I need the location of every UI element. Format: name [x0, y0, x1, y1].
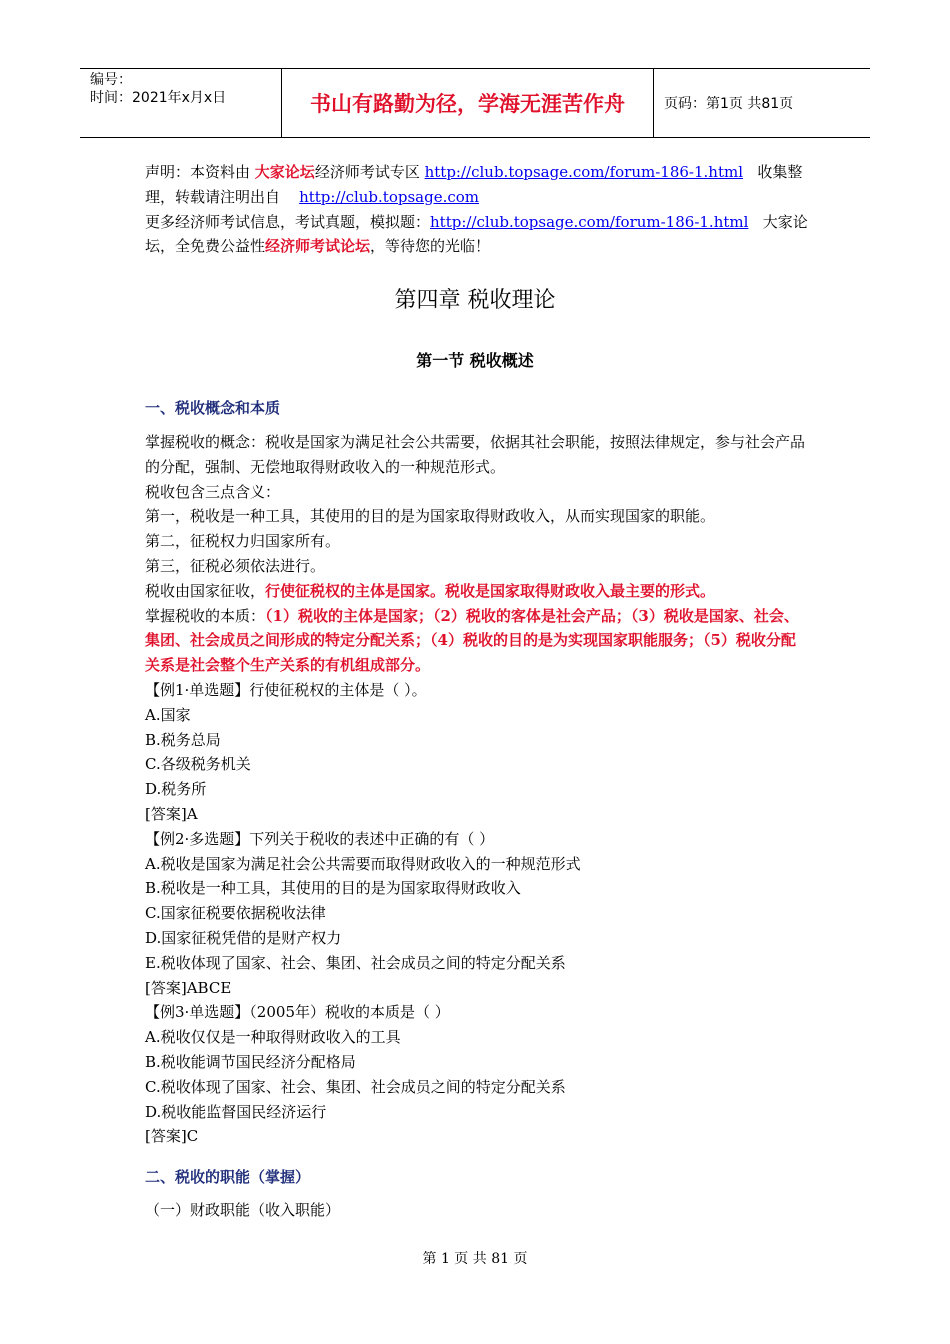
example-answer: [答案]ABCE [145, 978, 232, 997]
example-option: A.税收仅仅是一种取得财政收入的工具 [145, 1028, 401, 1047]
page-footer: 第 1 页 共 81 页 [422, 1251, 528, 1267]
chapter-title: 第四章 税收理论 [394, 288, 556, 313]
heading-concept-essence: 一、税收概念和本质 [145, 399, 281, 417]
example-option: D.税务所 [145, 780, 207, 799]
notice-site-name: 大家论坛 [254, 163, 315, 181]
exam-forum-highlight: 经济师考试论坛 [265, 237, 371, 256]
meaning-second: 第二，征税权力归国家所有。 [145, 532, 341, 551]
three-meanings: 税收包含三点含义： [145, 482, 281, 501]
notice-block [145, 160, 810, 259]
header-page-info: 页码：第1页 共81页 [664, 96, 794, 112]
subheading-fiscal-function: （一）财政职能（收入职能） [145, 1201, 341, 1219]
essence-highlight: （1）税收的主体是国家；（2）税收的客体是社会产品；（3）税收是国家、社会、集团、社会成员之间形成的特定分配关系；（4）税收的目的是为实现国家职能服务；（5）税收分配关系是社会整个生产关系的有机组成部分。 [145, 606, 799, 675]
example-question: 【例1·单选题】行使征税权的主体是（ ）。 [145, 680, 427, 699]
page-header [80, 68, 870, 138]
header-motto: 书山有路勤为径，学海无涯苦作舟 [282, 69, 654, 137]
example-option: B.税务总局 [145, 730, 221, 749]
header-meta [80, 69, 282, 137]
example-question: 【例3·单选题】（2005年）税收的本质是（ ） [145, 1003, 450, 1022]
club-link[interactable]: http://club.topsage.com [299, 187, 480, 206]
example-2 [145, 827, 810, 1001]
meaning-third: 第三，征税必须依法进行。 [145, 556, 326, 575]
header-number-label: 编号： [90, 72, 132, 88]
notice-paragraph-1: 声明：本资料由 大家论坛经济师考试专区 http://club.topsage.com/forum-186-1.html 收集整理，转载请注明出自 http://club.topsage.com [145, 163, 803, 206]
example-option: A.国家 [145, 705, 191, 724]
example-option: D.税收能监督国民经济运行 [145, 1102, 327, 1121]
notice-paragraph-2: 更多经济师考试信息，考试真题，模拟题：http://club.topsage.com/forum-186-1.html 大家论坛，全免费公益性经济师考试论坛，等待您的光临！ [145, 212, 808, 256]
header-time-label: 时间：2021年x月x日 [90, 90, 227, 106]
example-answer: [答案]C [145, 1127, 199, 1146]
concept-paragraph: 掌握税收的概念：税收是国家为满足社会公共需要，依据其社会职能，按照法律规定，参与社会产品的分配，强制、无偿地取得财政收入的一种规范形式。 [145, 433, 806, 476]
example-option: C.税收体现了国家、社会、集团、社会成员之间的特定分配关系 [145, 1077, 566, 1096]
section-title: 第一节 税收概述 [416, 351, 534, 370]
meaning-first: 第一，税收是一种工具，其使用的目的是为国家取得财政收入，从而实现国家的职能。 [145, 507, 716, 526]
forum-link[interactable]: http://club.topsage.com/forum-186-1.html [424, 163, 744, 181]
levy-highlight: 行使征税权的主体是国家。税收是国家取得财政收入最主要的形式。 [265, 581, 716, 600]
essence-paragraph: 掌握税收的本质：（1）税收的主体是国家；（2）税收的客体是社会产品；（3）税收是国家、社会、集团、社会成员之间形成的特定分配关系；（4）税收的目的是为实现国家职能服务；（5）税收分配关系是社会整个生产关系的有机组成部分。 [145, 606, 799, 675]
example-option: D.国家征税凭借的是财产权力 [145, 928, 342, 947]
example-1 [145, 678, 810, 827]
example-option: C.国家征税要依据税收法律 [145, 904, 326, 923]
heading-functions: 二、税收的职能（掌握） [145, 1168, 311, 1186]
example-option: B.税收是一种工具，其使用的目的是为国家取得财政收入 [145, 879, 521, 898]
example-question: 【例2·多选题】下列关于税收的表述中正确的有（ ） [145, 829, 495, 848]
example-option: B.税收能调节国民经济分配格局 [145, 1052, 356, 1071]
example-option: C.各级税务机关 [145, 755, 251, 774]
example-answer: [答案]A [145, 804, 198, 823]
example-3 [145, 1000, 810, 1149]
levy-paragraph: 税收由国家征收，行使征税权的主体是国家。税收是国家取得财政收入最主要的形式。 [145, 581, 716, 600]
example-option: E.税收体现了国家、社会、集团、社会成员之间的特定分配关系 [145, 953, 566, 972]
forum-link-2[interactable]: http://club.topsage.com/forum-186-1.html [430, 212, 749, 231]
example-option: A.税收是国家为满足社会公共需要而取得财政收入的一种规范形式 [145, 854, 581, 873]
main-body [145, 430, 810, 1149]
